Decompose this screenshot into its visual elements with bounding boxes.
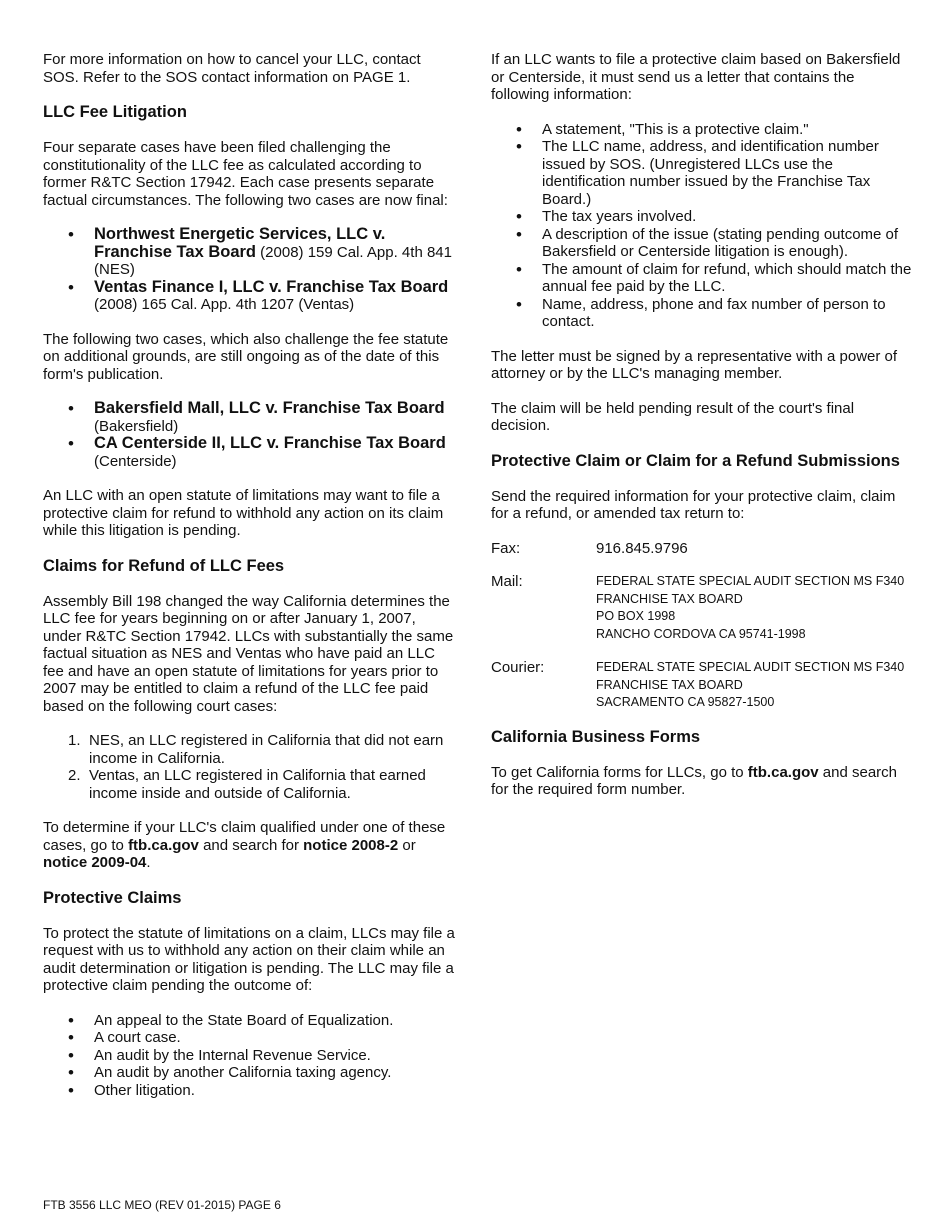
fee-litigation-heading: LLC Fee Litigation bbox=[43, 103, 187, 121]
claims-refund-paragraph: Assembly Bill 198 changed the way California determines the LLC fee for years beginning on or after January 1, 2007, under R&TC Section 17942. LLCs with substantially the same factual situation as NES and Ventas who have paid an LLC fee and have an open statute of limitations for years prior to 2007 may be entitled to claim a refund of the LLC fee paid based on the following court cases: bbox=[43, 592, 454, 715]
case-citation: (Centerside) bbox=[94, 452, 177, 470]
list-item bbox=[43, 226, 455, 279]
pending-paragraph: The claim will be held pending result of the court's final decision. bbox=[491, 399, 855, 434]
fee-litigation-intro: Four separate cases have been filed challenging the constitutionality of the LLC fee as calculated according to former R&TC Section 17942. Each case presents separate factual circumstances. The following two cases are now final: bbox=[43, 139, 448, 209]
business-forms-heading: California Business Forms bbox=[491, 727, 701, 746]
case-citation: (2008) 165 Cal. App. 4th 1207 (Ventas) bbox=[94, 296, 355, 313]
case-name: Bakersfield Mall, LLC v. Franchise Tax Board bbox=[94, 399, 445, 417]
list-item bbox=[43, 435, 455, 470]
right-column bbox=[491, 51, 916, 816]
case-name: CA Centerside II, LLC v. Franchise Tax Board bbox=[94, 434, 446, 452]
protective-claims-paragraph: To protect the statute of limitations on a claim, LLCs may file a request with us to withhold any action on their claim while an audit determination or litigation is pending. The LLC may file a protective claim pending the outcome of: bbox=[43, 924, 455, 994]
notice-2009-04: notice 2009-04 bbox=[43, 854, 147, 871]
mail-row bbox=[491, 573, 916, 643]
list-item: • An audit by another California taxing agency. bbox=[43, 1064, 455, 1082]
mail-address: FEDERAL STATE SPECIAL AUDIT SECTION MS F340 FRANCHISE TAX BOARD PO BOX 1998 RANCHO CORDOVA CA 95741-1998 bbox=[596, 574, 905, 641]
submissions-paragraph: Send the required information for your protective claim, claim for a refund, or amended tax return to: bbox=[491, 487, 896, 522]
list-item: 1. NES, an LLC registered in California that did not earn income in California. bbox=[68, 732, 444, 767]
claims-refund-heading: Claims for Refund of LLC Fees bbox=[43, 556, 285, 575]
notice-2008-2: notice 2008-2 bbox=[303, 836, 399, 854]
list-item: • The amount of claim for refund, which should match the annual fee paid by the LLC. bbox=[491, 261, 916, 296]
list-item: 2. Ventas, an LLC registered in California that earned income inside and outside of California. bbox=[68, 767, 426, 802]
court-cases-list bbox=[43, 732, 455, 802]
submissions-heading: Protective Claim or Claim for a Refund Submissions bbox=[491, 451, 900, 470]
case-citation: (2008) 159 Cal. App. 4th 841 (NES) bbox=[94, 243, 452, 278]
cancel-llc-info: For more information on how to cancel your LLC, contact SOS. Refer to the SOS contact information on PAGE 1. bbox=[43, 51, 421, 86]
fax-label: Fax: bbox=[491, 539, 521, 557]
list-item: • A court case. bbox=[43, 1029, 455, 1047]
protective-letter-intro: If an LLC wants to file a protective claim based on Bakersfield or Centerside, it must send us a letter that contains the following information: bbox=[491, 51, 901, 103]
courier-label: Courier: bbox=[491, 659, 545, 676]
list-item: • The tax years involved. bbox=[491, 208, 916, 226]
fax-number: 916.845.9796 bbox=[596, 539, 688, 557]
list-item: • An appeal to the State Board of Equalization. bbox=[43, 1012, 455, 1030]
list-item: • A description of the issue (stating pending outcome of Bakersfield or Centerside litigation is enough). bbox=[491, 226, 916, 261]
final-cases-list bbox=[43, 226, 455, 314]
courier-address: FEDERAL STATE SPECIAL AUDIT SECTION MS F340 FRANCHISE TAX BOARD SACRAMENTO CA 95827-1500 bbox=[596, 660, 905, 709]
courier-row bbox=[491, 659, 916, 712]
protective-claims-heading: Protective Claims bbox=[43, 888, 182, 907]
list-item: • A statement, "This is a protective claim." bbox=[491, 121, 916, 139]
list-item: • Name, address, phone and fax number of person to contact. bbox=[491, 296, 916, 331]
ongoing-cases-intro: The following two cases, which also challenge the fee statute on additional grounds, are still ongoing as of the date of this form's publication. bbox=[43, 330, 449, 383]
case-name: Ventas Finance I, LLC v. Franchise Tax Board bbox=[94, 277, 449, 296]
case-citation: (Bakersfield) bbox=[94, 417, 179, 435]
ftb-website-link[interactable]: ftb.ca.gov bbox=[747, 763, 819, 781]
case-name: Northwest Energetic Services, LLC v. Franchise Tax Board bbox=[94, 225, 386, 261]
list-item bbox=[43, 279, 455, 314]
list-item bbox=[43, 400, 455, 435]
page-footer: FTB 3556 LLC MEO (REV 01-2015) PAGE 6 bbox=[43, 1198, 281, 1212]
left-column bbox=[43, 51, 455, 1116]
fax-row bbox=[491, 540, 916, 558]
mail-label: Mail: bbox=[491, 573, 523, 590]
list-item: • An audit by the Internal Revenue Service. bbox=[43, 1047, 455, 1065]
protective-outcomes-list bbox=[43, 1012, 455, 1100]
open-statute-paragraph: An LLC with an open statute of limitations may want to file a protective claim for refund to withhold any action on its claim while this litigation is pending. bbox=[43, 487, 444, 539]
list-item: • The LLC name, address, and identification number issued by SOS. (Unregistered LLCs use the identification number issued by the Franchise Tax Board.) bbox=[491, 138, 916, 208]
ftb-website-link[interactable]: ftb.ca.gov bbox=[128, 836, 199, 854]
signed-paragraph: The letter must be signed by a representative with a power of attorney or by the LLC's managing member. bbox=[491, 347, 898, 382]
ongoing-cases-list bbox=[43, 400, 455, 470]
notice-paragraph: To determine if your LLC's claim qualified under one of these cases, go to ftb.ca.gov and search for notice 2008-2 or notice 2009-04. bbox=[43, 819, 446, 871]
letter-contents-list bbox=[491, 121, 916, 331]
list-item: • Other litigation. bbox=[43, 1082, 455, 1100]
business-forms-paragraph: To get California forms for LLCs, go to ftb.ca.gov and search for the required form number. bbox=[491, 763, 898, 798]
